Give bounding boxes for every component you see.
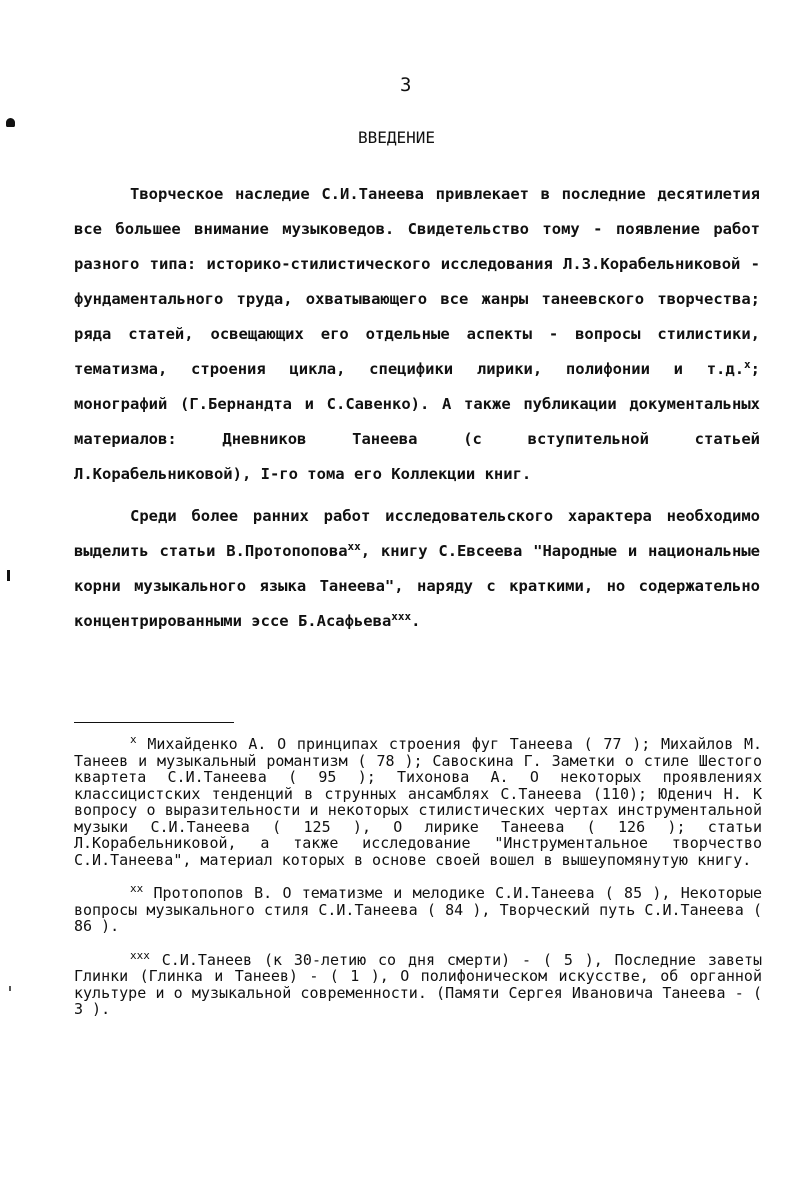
page-title: ВВЕДЕНИЕ: [357, 128, 436, 147]
footnote-ref: x: [744, 357, 751, 371]
footnote-1: [74, 733, 763, 869]
scan-mark: [6, 118, 15, 127]
footnote-ref: xxx: [391, 609, 412, 623]
footnote-text: Михайденко А. О принципах строения фуг Танеева ( 77 ); Михайлов М. Танеев и музыкальный романтизм ( 78 ); Савоскина Г. Заметки о стиле Шестого квартета С.И.Танеева ( 95 ); Тихонова А. О некоторых проявлениях классицистских тенденций в струнных ансамблях С.Танеева (110); Юденич Н. К вопросу о выразительности и некоторых стилистических чертах инструментальной музыки С.И.Танеева ( 125 ), О лирике Танеева ( 126 ); статьи Л.Корабельниковой, а также исследование "Инструментальное творчество С.И.Танеева", материал которых в основе своей вошел в вышеупомянутую книгу.: [74, 735, 763, 869]
paragraph-text: , книгу С.Евсеева "Народные и национальные корни музыкального языка Танеева", наряду с краткими, но содержательно концентрированными эссе Б.Асафьева: [74, 542, 761, 630]
scan-mark: [9, 986, 11, 991]
footnote-3: [74, 948, 762, 1018]
paragraph-1: [74, 177, 760, 492]
paragraph-2: [74, 499, 760, 639]
paragraph-text: .: [411, 612, 421, 630]
scan-mark: [7, 570, 10, 581]
footnotes: [74, 733, 763, 1018]
footnote-text: С.И.Танеев (к 30-летию со дня смерти) - ( 5 ), Последние заветы Глинки (Глинка и Танеев) - ( 1 ), О полифоническом искусстве, об органной культуре и о музыкальной современности. (Памяти Сергея Ивановича Танеева - ( 3 ).: [74, 950, 762, 1018]
paragraph-text: Творческое наследие С.И.Танеева привлекает в последние десятилетия все большее внимание музыковедов. Свидетельство тому - появление работ разного типа: историко-стилистического исследования Л.З.Корабельниковой - фундаментального труда, охватывающего все жанры танеевского творчества; ряда статей, освещающих его отдельные аспекты - вопросы стилистики, тематизма, строения цикла, специфики лирики, полифонии и т.д.: [74, 185, 760, 378]
footnote-2: [74, 882, 763, 935]
main-text: [74, 177, 760, 639]
page-number: 3: [400, 74, 412, 96]
footnote-marker: xxx: [130, 948, 150, 962]
footnote-text: Протопопов В. О тематизме и мелодике С.И.Танеева ( 85 ), Некоторые вопросы музыкального стиля С.И.Танеева ( 84 ), Творческий путь С.И.Танеева ( 86 ).: [74, 884, 763, 935]
paragraph-text: Среди более ранних работ исследовательского характера необходимо выделить статьи В.Протопопова: [74, 507, 760, 560]
footnote-marker: x: [130, 733, 137, 746]
paragraph-text: ; монографий (Г.Бернандта и С.Савенко). А также публикации документальных материалов: Дневников Танеева (с вступительной статьей Л.Корабельниковой), I-го тома его Коллекции книг.: [74, 360, 760, 483]
footnote-divider: [74, 722, 234, 723]
footnote-marker: xx: [130, 882, 144, 895]
footnote-ref: xx: [347, 539, 361, 553]
